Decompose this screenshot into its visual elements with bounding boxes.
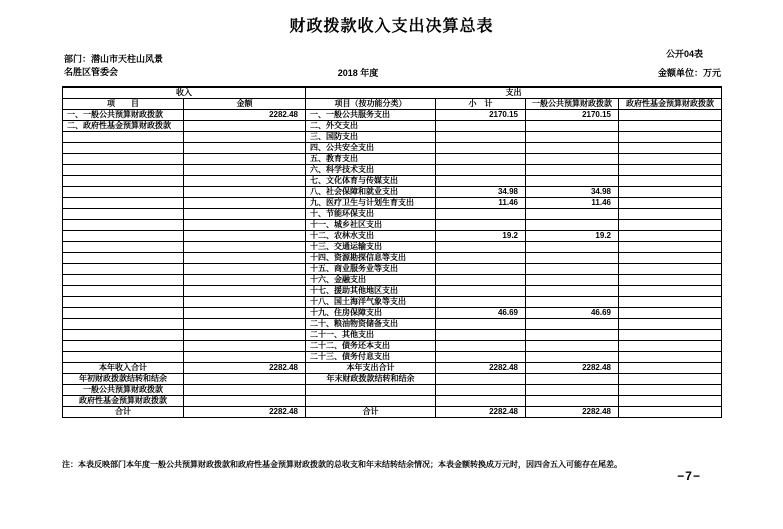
gov-fund-amount-cell: [619, 351, 722, 362]
expense-subtotal-cell: [436, 285, 526, 296]
table-row: [63, 296, 722, 307]
fiscal-year-label: 2018 年度: [337, 68, 379, 78]
general-budget-amount-cell: [526, 120, 619, 131]
expense-item-cell: 二十三、债务付息支出: [306, 351, 436, 362]
expense-item-cell: 四、公共安全支出: [306, 142, 436, 153]
expense-item-cell: 二十二、债务还本支出: [306, 340, 436, 351]
expenditure-group-header: 支出: [306, 87, 722, 98]
income-amount-cell: [184, 142, 306, 153]
gov-fund-amount-cell: [619, 230, 722, 241]
general-budget-amount-cell: [526, 241, 619, 252]
general-budget-amount-cell: [526, 318, 619, 329]
general-budget-amount-cell: 19.2: [526, 230, 619, 241]
general-budget-amount-cell: [526, 219, 619, 230]
income-amount-cell: [184, 351, 306, 362]
expense-item-cell: 十八、国土海洋气象等支出: [306, 296, 436, 307]
general-budget-amount-cell: 2282.48: [526, 406, 619, 417]
expense-item-cell: 十一、城乡社区支出: [306, 219, 436, 230]
expense-subtotal-cell: [436, 175, 526, 186]
table-row: [63, 274, 722, 285]
income-amount-cell: [184, 219, 306, 230]
expense-item-cell: 十、节能环保支出: [306, 208, 436, 219]
table-row: [63, 384, 722, 395]
expense-subtotal-cell: [436, 340, 526, 351]
income-amount-cell: 2282.48: [184, 362, 306, 373]
income-item-cell: [63, 142, 184, 153]
general-budget-amount-cell: [526, 329, 619, 340]
income-amount-cell: 2282.48: [184, 406, 306, 417]
expense-item-cell: 七、文化体育与传媒支出: [306, 175, 436, 186]
form-code-label: 公开04表: [665, 49, 703, 59]
subtotal-column-header: 小 计: [436, 98, 526, 109]
general-budget-amount-cell: [526, 373, 619, 384]
general-budget-amount-cell: [526, 351, 619, 362]
gov-fund-amount-cell: [619, 384, 722, 395]
table-row: [63, 395, 722, 406]
gov-fund-amount-cell: [619, 142, 722, 153]
expense-subtotal-cell: [436, 164, 526, 175]
income-amount-cell: [184, 164, 306, 175]
general-budget-amount-cell: [526, 208, 619, 219]
expense-item-column-header: 项目（按功能分类）: [306, 98, 436, 109]
income-item-cell: [63, 219, 184, 230]
income-item-cell: [63, 329, 184, 340]
income-item-cell: [63, 285, 184, 296]
income-amount-cell: [184, 208, 306, 219]
table-row: [63, 263, 722, 274]
expense-item-cell: 二十、粮油物资储备支出: [306, 318, 436, 329]
expense-item-cell: 十六、金融支出: [306, 274, 436, 285]
expense-subtotal-cell: [436, 351, 526, 362]
income-amount-cell: [184, 384, 306, 395]
income-item-cell: [63, 307, 184, 318]
expense-subtotal-cell: [436, 142, 526, 153]
income-amount-cell: [184, 186, 306, 197]
gov-fund-amount-cell: [619, 164, 722, 175]
gov-fund-amount-cell: [619, 175, 722, 186]
income-item-cell: [63, 153, 184, 164]
income-amount-cell: [184, 395, 306, 406]
general-budget-amount-cell: [526, 263, 619, 274]
expense-subtotal-cell: 34.98: [436, 186, 526, 197]
gov-fund-amount-cell: [619, 406, 722, 417]
table-row: [63, 120, 722, 131]
expense-item-cell: [306, 395, 436, 406]
department-name-line2: 名胜区管委会: [64, 67, 119, 77]
expense-subtotal-cell: [436, 274, 526, 285]
general-budget-amount-cell: [526, 153, 619, 164]
income-item-cell: [63, 230, 184, 241]
income-item-cell: [63, 131, 184, 142]
expense-item-cell: 年末财政拨款结转和结余: [306, 373, 436, 384]
expense-subtotal-cell: [436, 131, 526, 142]
income-item-cell: [63, 208, 184, 219]
gov-fund-amount-cell: [619, 120, 722, 131]
gov-fund-amount-cell: [619, 373, 722, 384]
footnote: 注：本表反映部门本年度一般公共预算财政拨款和政府性基金预算财政拨款的总收支和年末结转结余情况；本表金额转换成万元时，因四舍五入可能存在尾差。: [62, 460, 622, 469]
gov-fund-amount-cell: [619, 340, 722, 351]
general-budget-amount-cell: [526, 296, 619, 307]
income-amount-cell: [184, 307, 306, 318]
general-budget-amount-cell: [526, 252, 619, 263]
table-row: [63, 164, 722, 175]
income-amount-cell: [184, 373, 306, 384]
income-amount-cell: [184, 340, 306, 351]
general-budget-amount-cell: [526, 384, 619, 395]
expense-item-cell: 二十一、其他支出: [306, 329, 436, 340]
amount-unit-label: 金额单位：万元: [657, 68, 721, 78]
expense-item-cell: 五、教育支出: [306, 153, 436, 164]
expense-subtotal-cell: 46.69: [436, 307, 526, 318]
gov-fund-amount-cell: [619, 329, 722, 340]
expense-item-cell: 十四、资源勘探信息等支出: [306, 252, 436, 263]
income-item-cell: 政府性基金预算财政拨款: [63, 395, 184, 406]
gov-fund-amount-cell: [619, 131, 722, 142]
income-amount-column-header: 金额: [184, 98, 306, 109]
income-item-cell: [63, 175, 184, 186]
expense-subtotal-cell: [436, 384, 526, 395]
income-amount-cell: 2282.48: [184, 109, 306, 120]
gov-fund-amount-cell: [619, 252, 722, 263]
expense-item-cell: 本年支出合计: [306, 362, 436, 373]
expense-subtotal-cell: 2170.15: [436, 109, 526, 120]
income-item-cell: 本年收入合计: [63, 362, 184, 373]
expense-subtotal-cell: 2282.48: [436, 362, 526, 373]
general-budget-amount-cell: [526, 164, 619, 175]
department-name-line1: 部门：潜山市天柱山风景: [64, 54, 164, 64]
expense-subtotal-cell: [436, 263, 526, 274]
expense-subtotal-cell: 2282.48: [436, 406, 526, 417]
income-amount-cell: [184, 274, 306, 285]
general-budget-amount-cell: 34.98: [526, 186, 619, 197]
gov-fund-amount-cell: [619, 296, 722, 307]
table-row: [63, 373, 722, 384]
gov-fund-amount-cell: [619, 395, 722, 406]
income-item-cell: 合计: [63, 406, 184, 417]
income-amount-cell: [184, 241, 306, 252]
table-row: [63, 219, 722, 230]
income-item-cell: [63, 241, 184, 252]
gov-fund-amount-cell: [619, 109, 722, 120]
table-row: [63, 340, 722, 351]
fiscal-appropriation-table: [62, 86, 722, 418]
expense-item-cell: 九、医疗卫生与计划生育支出: [306, 197, 436, 208]
expense-subtotal-cell: [436, 241, 526, 252]
table-row: [63, 307, 722, 318]
income-amount-cell: [184, 120, 306, 131]
expense-item-cell: 合计: [306, 406, 436, 417]
table-row: [63, 186, 722, 197]
expense-subtotal-cell: [436, 329, 526, 340]
general-budget-amount-cell: [526, 131, 619, 142]
table-row: [63, 208, 722, 219]
expense-item-cell: 八、社会保障和就业支出: [306, 186, 436, 197]
income-item-cell: [63, 263, 184, 274]
income-item-column-header: 项 目: [63, 98, 184, 109]
income-item-cell: [63, 197, 184, 208]
income-item-cell: 一般公共预算财政拨款: [63, 384, 184, 395]
income-item-cell: [63, 164, 184, 175]
income-amount-cell: [184, 252, 306, 263]
income-item-cell: [63, 252, 184, 263]
expense-item-cell: 一、一般公共服务支出: [306, 109, 436, 120]
table-row: [63, 230, 722, 241]
gov-fund-column-header: 政府性基金预算财政拨款: [619, 98, 722, 109]
table-row: [63, 175, 722, 186]
expense-item-cell: 十三、交通运输支出: [306, 241, 436, 252]
expense-subtotal-cell: [436, 153, 526, 164]
income-item-cell: 一、一般公共预算财政拨款: [63, 109, 184, 120]
income-amount-cell: [184, 197, 306, 208]
expense-subtotal-cell: 11.46: [436, 197, 526, 208]
general-budget-amount-cell: 46.69: [526, 307, 619, 318]
general-budget-amount-cell: 11.46: [526, 197, 619, 208]
income-item-cell: [63, 318, 184, 329]
table-row: [63, 351, 722, 362]
general-budget-column-header: 一般公共预算财政拨款: [526, 98, 619, 109]
gov-fund-amount-cell: [619, 208, 722, 219]
expense-subtotal-cell: [436, 296, 526, 307]
expense-subtotal-cell: [436, 395, 526, 406]
expense-item-cell: 六、科学技术支出: [306, 164, 436, 175]
income-amount-cell: [184, 285, 306, 296]
expense-subtotal-cell: [436, 120, 526, 131]
table-row: [63, 252, 722, 263]
table-row: [63, 153, 722, 164]
gov-fund-amount-cell: [619, 219, 722, 230]
income-amount-cell: [184, 175, 306, 186]
page-number: −7−: [677, 469, 701, 483]
income-amount-cell: [184, 329, 306, 340]
gov-fund-amount-cell: [619, 263, 722, 274]
expense-item-cell: 十七、援助其他地区支出: [306, 285, 436, 296]
gov-fund-amount-cell: [619, 186, 722, 197]
table-row: [63, 142, 722, 153]
table-row: [63, 109, 722, 120]
gov-fund-amount-cell: [619, 274, 722, 285]
table-row: [63, 285, 722, 296]
income-amount-cell: [184, 263, 306, 274]
table-row: [63, 362, 722, 373]
income-item-cell: 年初财政拨款结转和结余: [63, 373, 184, 384]
expense-item-cell: 十九、住房保障支出: [306, 307, 436, 318]
income-item-cell: [63, 186, 184, 197]
income-item-cell: [63, 274, 184, 285]
expense-subtotal-cell: [436, 219, 526, 230]
expense-subtotal-cell: [436, 208, 526, 219]
general-budget-amount-cell: [526, 340, 619, 351]
income-amount-cell: [184, 131, 306, 142]
gov-fund-amount-cell: [619, 362, 722, 373]
income-item-cell: [63, 351, 184, 362]
income-group-header: 收入: [63, 87, 306, 98]
general-budget-amount-cell: [526, 274, 619, 285]
expense-subtotal-cell: [436, 373, 526, 384]
income-amount-cell: [184, 230, 306, 241]
column-header-row: [63, 98, 722, 109]
income-amount-cell: [184, 153, 306, 164]
gov-fund-amount-cell: [619, 307, 722, 318]
expense-subtotal-cell: [436, 318, 526, 329]
gov-fund-amount-cell: [619, 197, 722, 208]
expense-item-cell: 二、外交支出: [306, 120, 436, 131]
expense-item-cell: 十五、商业服务业等支出: [306, 263, 436, 274]
gov-fund-amount-cell: [619, 285, 722, 296]
expense-item-cell: [306, 384, 436, 395]
table-row: [63, 197, 722, 208]
general-budget-amount-cell: [526, 395, 619, 406]
gov-fund-amount-cell: [619, 153, 722, 164]
table-row: [63, 318, 722, 329]
table-row: [63, 406, 722, 417]
income-amount-cell: [184, 318, 306, 329]
expense-subtotal-cell: 19.2: [436, 230, 526, 241]
general-budget-amount-cell: [526, 142, 619, 153]
table-row: [63, 241, 722, 252]
expense-subtotal-cell: [436, 252, 526, 263]
income-item-cell: [63, 340, 184, 351]
income-item-cell: 二、政府性基金预算财政拨款: [63, 120, 184, 131]
income-item-cell: [63, 296, 184, 307]
group-header-row: [63, 87, 722, 98]
gov-fund-amount-cell: [619, 241, 722, 252]
general-budget-amount-cell: [526, 285, 619, 296]
gov-fund-amount-cell: [619, 318, 722, 329]
table-row: [63, 329, 722, 340]
page-title: 财政拨款收入支出决算总表: [289, 18, 494, 35]
general-budget-amount-cell: 2170.15: [526, 109, 619, 120]
expense-item-cell: 十二、农林水支出: [306, 230, 436, 241]
income-amount-cell: [184, 296, 306, 307]
expense-item-cell: 三、国防支出: [306, 131, 436, 142]
general-budget-amount-cell: [526, 175, 619, 186]
table-row: [63, 131, 722, 142]
general-budget-amount-cell: 2282.48: [526, 362, 619, 373]
